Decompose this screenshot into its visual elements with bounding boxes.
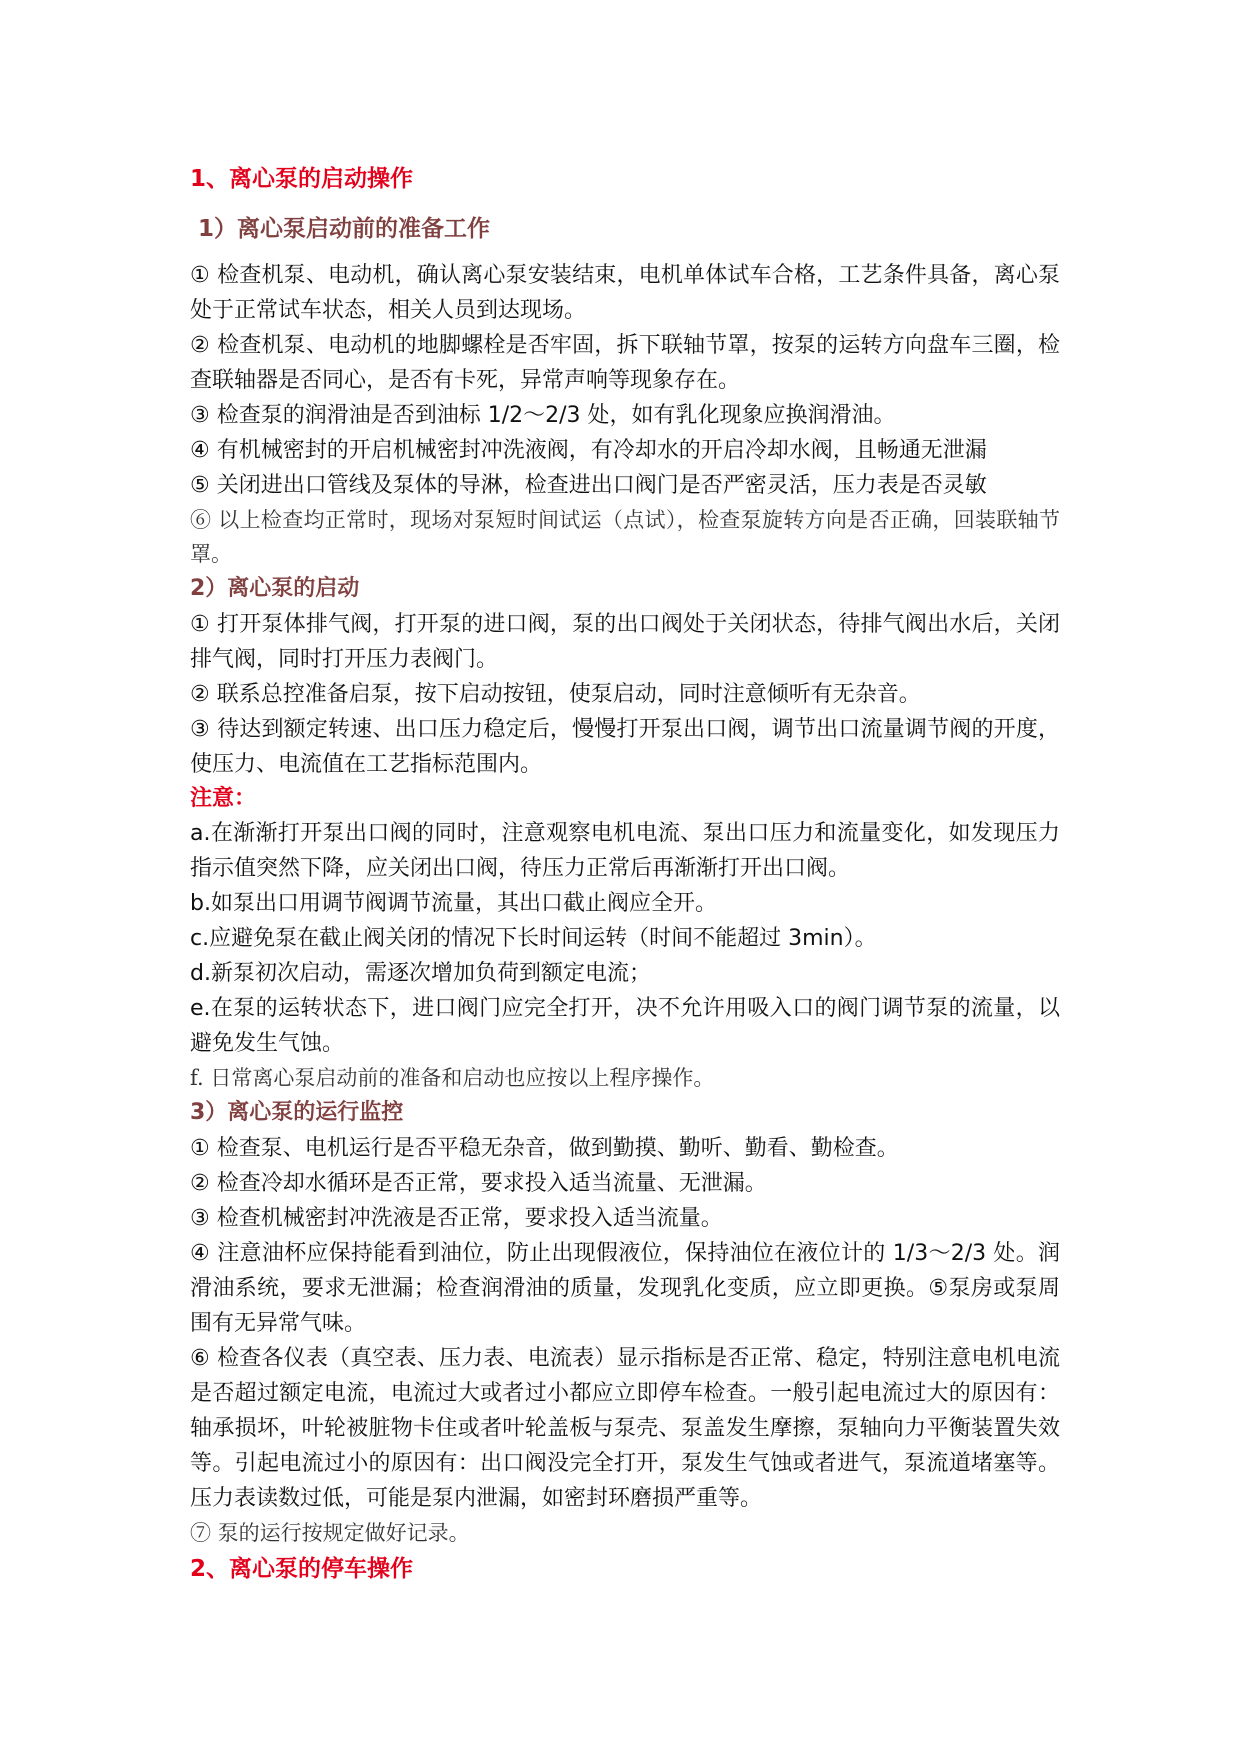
note-c: c.应避免泵在截止阀关闭的情况下长时间运转（时间不能超过 3min）。	[190, 926, 877, 951]
section-preparation-title: 1）离心泵启动前的准备工作	[198, 216, 491, 242]
heading-shutdown-operation: 2、离心泵的停车操作	[190, 1556, 414, 1582]
note-d: d.新泵初次启动，需逐次增加负荷到额定电流；	[190, 961, 651, 986]
note-f: f. 日常离心泵启动前的准备和启动也应按以上程序操作。	[190, 1066, 715, 1090]
prep-item-2: ② 检查机泵、电动机的地脚螺栓是否牢固，拆下联轴节罩，按泵的运转方向盘车三圈，检查联轴器是否同心，是否有卡死，异常声响等现象存在。	[190, 333, 1060, 393]
note-e: e.在泵的运转状态下，进口阀门应完全打开，决不允许用吸入口的阀门调节泵的流量，以避免发生气蚀。	[190, 996, 1060, 1056]
document-body	[190, 160, 1060, 1588]
monitor-item-3: ③ 检查机械密封冲洗液是否正常，要求投入适当流量。	[190, 1206, 723, 1231]
monitor-item-7: ⑦ 泵的运行按规定做好记录。	[190, 1521, 470, 1545]
prep-item-3: ③ 检查泵的润滑油是否到油标 1/2～2/3 处，如有乳化现象应换润滑油。	[190, 403, 896, 428]
note-title: 注意：	[190, 786, 257, 811]
monitor-item-1: ① 检查泵、电机运行是否平稳无杂音，做到勤摸、勤听、勤看、勤检查。	[190, 1136, 899, 1161]
startup-item-3: ③ 待达到额定转速、出口压力稳定后，慢慢打开泵出口阀，调节出口流量调节阀的开度，使压力、电流值在工艺指标范围内。	[190, 717, 1060, 777]
startup-item-2: ② 联系总控准备启泵，按下启动按钮，使泵启动，同时注意倾听有无杂音。	[190, 682, 921, 707]
monitor-item-6: ⑥ 检查各仪表（真空表、压力表、电流表）显示指标是否正常、稳定，特别注意电机电流是否超过额定电流，电流过大或者过小都应立即停车检查。一般引起电流过大的原因有：轴承损坏，叶轮被脏物卡住或者叶轮盖板与泵壳、泵盖发生摩擦，泵轴向力平衡装置失效等。引起电流过小的原因有：出口阀没完全打开，泵发生气蚀或者进气，泵流道堵塞等。压力表读数过低，可能是泵内泄漏，如密封环磨损严重等。	[190, 1346, 1060, 1511]
note-b: b.如泵出口用调节阀调节流量，其出口截止阀应全开。	[190, 891, 717, 916]
prep-item-6: ⑥ 以上检查均正常时，现场对泵短时间试运（点试），检查泵旋转方向是否正确，回装联轴节罩。	[190, 508, 1060, 566]
section-monitoring-title: 3）离心泵的运行监控	[190, 1100, 404, 1125]
prep-item-1: ① 检查机泵、电动机，确认离心泵安装结束，电机单体试车合格，工艺条件具备，离心泵处于正常试车状态，相关人员到达现场。	[190, 263, 1060, 323]
startup-item-1: ① 打开泵体排气阀，打开泵的进口阀，泵的出口阀处于关闭状态，待排气阀出水后，关闭排气阀，同时打开压力表阀门。	[190, 612, 1060, 672]
note-a: a.在渐渐打开泵出口阀的同时，注意观察电机电流、泵出口压力和流量变化，如发现压力指示值突然下降，应关闭出口阀，待压力正常后再渐渐打开出口阀。	[190, 821, 1060, 881]
section-startup-title: 2）离心泵的启动	[190, 576, 360, 601]
monitor-item-4: ④ 注意油杯应保持能看到油位，防止出现假液位，保持油位在液位计的 1/3～2/3 处。润滑油系统，要求无泄漏；检查润滑油的质量，发现乳化变质，应立即更换。⑤泵房或泵周围有无异常气味。	[190, 1241, 1060, 1336]
prep-item-5: ⑤ 关闭进出口管线及泵体的导淋，检查进出口阀门是否严密灵活，压力表是否灵敏	[190, 473, 987, 498]
prep-item-4: ④ 有机械密封的开启机械密封冲洗液阀，有冷却水的开启冷却水阀，且畅通无泄漏	[190, 438, 987, 463]
heading-startup-operation: 1、离心泵的启动操作	[190, 166, 414, 192]
monitor-item-2: ② 检查冷却水循环是否正常，要求投入适当流量、无泄漏。	[190, 1171, 767, 1196]
